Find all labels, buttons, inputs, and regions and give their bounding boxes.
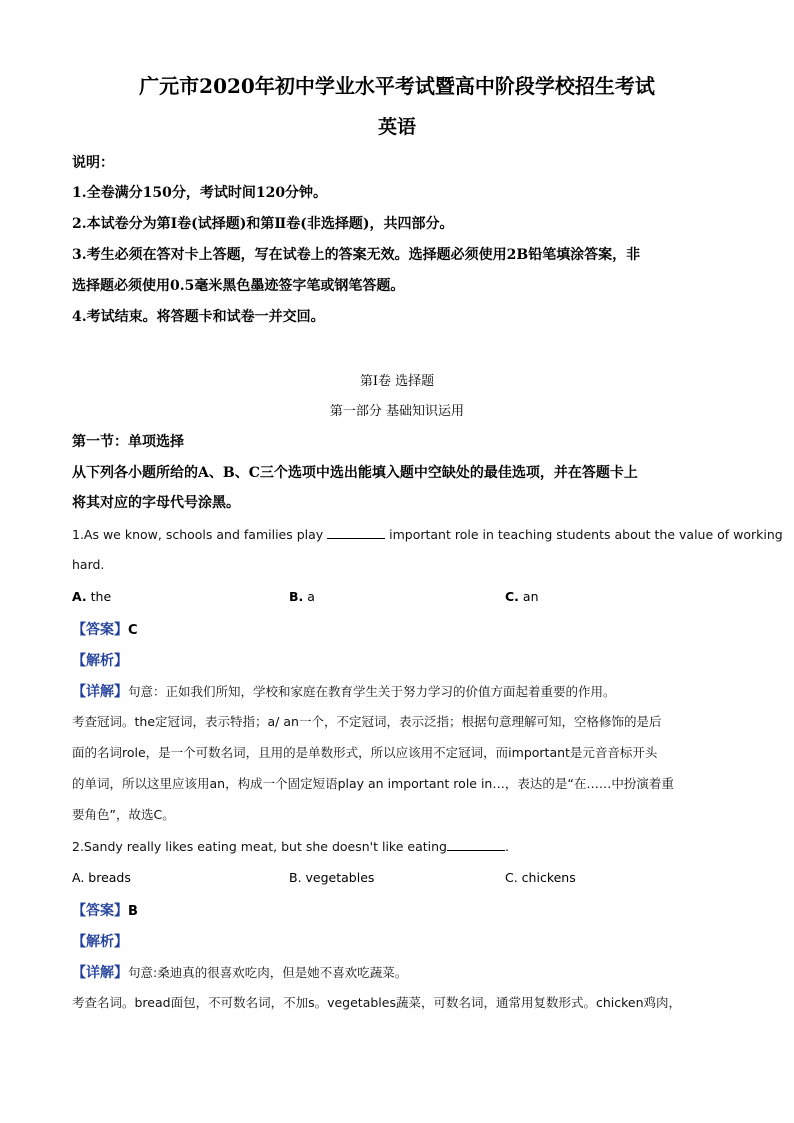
question-text: .	[504, 839, 509, 854]
detail-label: 【详解】	[72, 965, 128, 981]
question-stem	[72, 526, 783, 542]
answer-label: 【答案】	[72, 903, 128, 919]
option-c: C. chickens	[505, 870, 576, 885]
answer-blank	[447, 838, 505, 851]
answer-value: B	[128, 904, 138, 919]
question-stem	[72, 838, 722, 854]
detail-line	[72, 962, 722, 982]
answer-line	[72, 900, 722, 920]
answer-line	[72, 619, 722, 639]
question-text: 2.Sandy really likes eating meat, but she doesn't like eating	[72, 839, 447, 854]
explanation-line: 的单词，所以这里应该用an，构成一个固定短语play an important role in…，表达的是“在……中扮演着重	[72, 776, 674, 791]
instructions-heading: 说明：	[72, 155, 114, 171]
explanation-line: 考查名词。bread面包，不可数名词，不加s。vegetables蔬菜，可数名词，通常用复数形式。chicken鸡肉，	[72, 995, 682, 1010]
instruction-item: 4.考试结束。将答题卡和试卷一并交回。	[72, 309, 325, 325]
detail-text: 句意:桑迪真的很喜欢吃肉，但是她不喜欢吃蔬菜。	[128, 965, 408, 980]
directions: 从下列各小题所给的A、B、C三个选项中选出能填入题中空缺处的最佳选项，并在答题卡上	[72, 465, 638, 481]
analysis-line	[72, 650, 722, 670]
detail-label: 【详解】	[72, 684, 128, 700]
analysis-label: 【解析】	[72, 653, 128, 669]
directions: 将其对应的字母代号涂黑。	[72, 495, 240, 511]
explanation-line: 要角色”，故选C。	[72, 807, 175, 822]
question-text: 1.As we know, schools and families play	[72, 527, 328, 542]
subject-title: 英语	[377, 116, 416, 138]
option-a: A. the	[72, 589, 112, 604]
detail-line	[72, 681, 722, 701]
answer-label: 【答案】	[72, 622, 128, 638]
detail-text: 句意：正如我们所知，学校和家庭在教育学生关于努力学习的价值方面起着重要的作用。	[128, 684, 616, 699]
explanation-line: 考查冠词。the定冠词，表示特指；a/ an一个，不定冠词，表示泛指；根据句意理解可知，空格修饰的是后	[72, 714, 662, 729]
answer-value: C	[128, 623, 138, 638]
exam-title: 广元市2020年初中学业水平考试暨高中阶段学校招生考试	[139, 74, 655, 98]
part-title: 第一部分 基础知识运用	[329, 404, 465, 419]
volume-title: 第I卷 选择题	[359, 374, 435, 389]
explanation-line: 面的名词role，是一个可数名词，且用的是单数形式，所以应该用不定冠词，而important是元音音标开头	[72, 745, 658, 760]
instruction-item: 2.本试卷分为第Ⅰ卷(试择题)和第Ⅱ卷(非选择题)，共四部分。	[72, 216, 454, 232]
option-b: B. vegetables	[289, 870, 375, 885]
option-b: B. a	[289, 589, 315, 604]
answer-blank	[327, 526, 385, 539]
section-title: 第一节：单项选择	[72, 434, 184, 450]
question-text: hard.	[72, 557, 105, 572]
analysis-label: 【解析】	[72, 934, 128, 950]
instruction-item: 1.全卷满分150分，考试时间120分钟。	[72, 185, 328, 201]
analysis-line	[72, 931, 722, 951]
option-c: C. an	[505, 589, 539, 604]
option-a: A. breads	[72, 870, 131, 885]
instruction-item: 3.考生必须在答对卡上答题，写在试卷上的答案无效。选择题必须使用2B铅笔填涂答案，非	[72, 247, 641, 263]
instruction-item: 选择题必须使用0.5毫米黑色墨迹签字笔或钢笔答题。	[72, 278, 405, 294]
question-text: important role in teaching students about the value of working	[385, 527, 783, 542]
